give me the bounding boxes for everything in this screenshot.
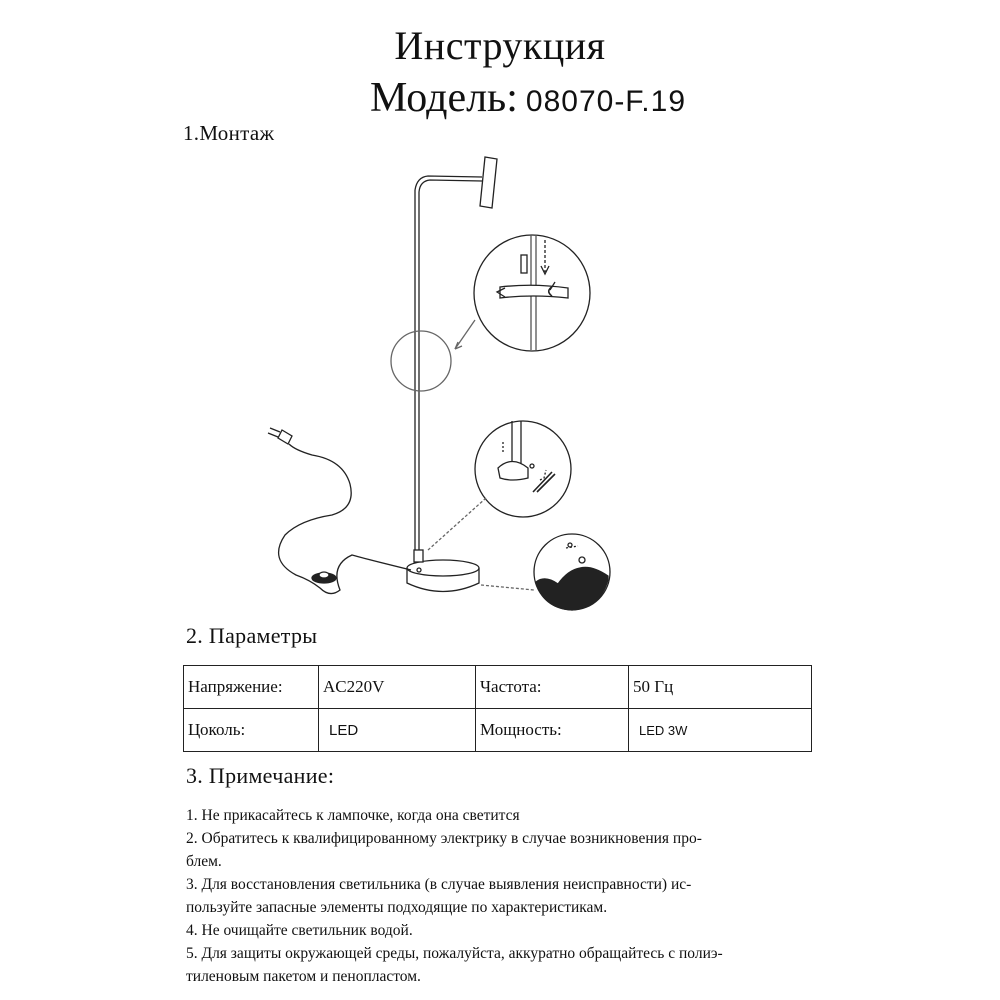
- power-cord-icon: [279, 444, 411, 594]
- foot-switch-icon: [312, 572, 336, 583]
- note-line: пользуйте запасные элементы подходящие по характеристикам.: [186, 899, 608, 916]
- note-line: блем.: [186, 853, 222, 870]
- assembly-heading: 1.Монтаж: [183, 121, 275, 145]
- note-line: 1. Не прикасайтесь к лампочке, когда она светится: [186, 807, 520, 824]
- power-label: Мощность:: [476, 709, 629, 752]
- lamp-base-icon: [407, 550, 479, 592]
- power-value: LED 3W: [629, 709, 812, 752]
- table-row: [184, 666, 812, 709]
- model-label: Модель:: [370, 75, 518, 121]
- lamp-head-icon: [415, 157, 497, 208]
- note-line: тиленовым пакетом и пенопластом.: [186, 968, 421, 985]
- frequency-value: 50 Гц: [629, 666, 812, 709]
- lamp-stem-icon: [415, 190, 419, 553]
- model-code: 08070-F.19: [525, 85, 687, 118]
- notes-heading: 3. Примечание:: [186, 763, 335, 788]
- frequency-label: Частота:: [476, 666, 629, 709]
- table-row: [184, 709, 812, 752]
- voltage-label: Напряжение:: [184, 666, 319, 709]
- stem-joint-marker: [391, 331, 451, 391]
- detail-circle-joint: [474, 235, 590, 351]
- detail-circle-base: [475, 421, 571, 517]
- page-title: Инструкция: [394, 23, 606, 68]
- parameters-heading: 2. Параметры: [186, 623, 318, 648]
- voltage-value: AC220V: [319, 666, 476, 709]
- note-line: 3. Для восстановления светильника (в случае выявления неисправности) ис-: [186, 876, 692, 893]
- socket-label: Цоколь:: [184, 709, 319, 752]
- note-line: 2. Обратитесь к квалифицированному электрику в случае возникновения про-: [186, 830, 702, 847]
- note-line: 4. Не очищайте светильник водой.: [186, 922, 413, 939]
- notes-list: [186, 804, 826, 988]
- socket-value: LED: [319, 709, 476, 752]
- detail-circle-underside: [534, 534, 610, 610]
- note-line: 5. Для защиты окружающей среды, пожалуйста, аккуратно обращайтесь с полиэ-: [186, 945, 723, 962]
- parameters-table: [183, 665, 812, 752]
- plug-icon: [268, 428, 292, 444]
